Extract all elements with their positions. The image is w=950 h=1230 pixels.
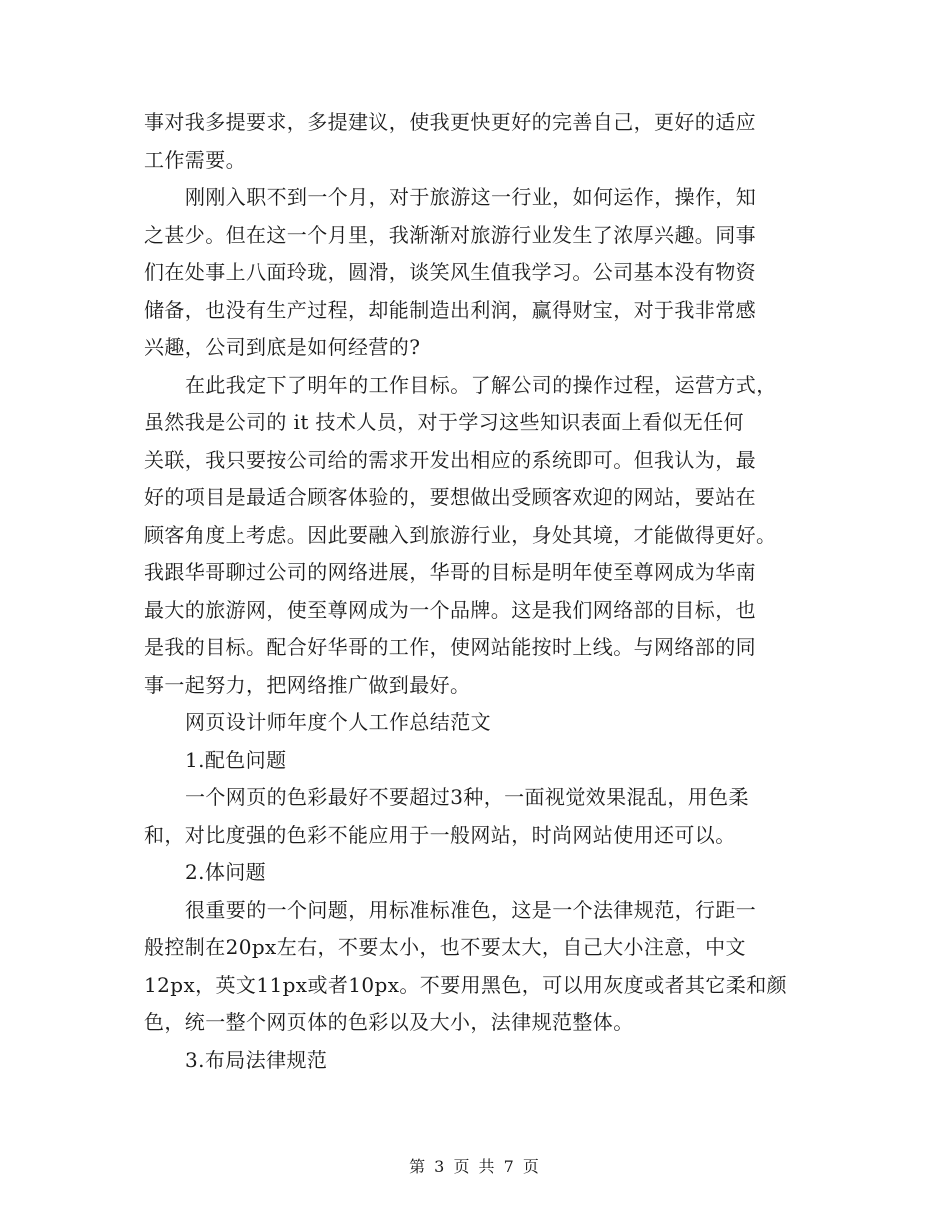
text-line: 3.布局法律规范: [185, 1047, 328, 1072]
text-line: 顾客角度上考虑。因此要融入到旅游行业，身处其境，才能做得更好。: [144, 522, 777, 547]
text-line: 刚刚入职不到一个月，对于旅游这一行业，如何运作，操作，知: [185, 185, 757, 209]
text-line: 和，对比度强的色彩不能应用于一般网站，时尚网站使用还可以。: [144, 822, 736, 847]
text-line: 在此我定下了明年的工作目标。了解公司的操作过程，运营方式，: [185, 372, 777, 397]
text-line: 之甚少。但在这一个月里，我渐渐对旅游行业发生了浓厚兴趣。同事: [144, 222, 756, 247]
text-line: 关联，我只要按公司给的需求开发出相应的系统即可。但我认为，最: [144, 447, 756, 472]
text-line: 1.配色问题: [185, 747, 287, 772]
text-line: 好的项目是最适合顾客体验的，要想做出受顾客欢迎的网站，要站在: [144, 485, 756, 509]
text-line: 我跟华哥聊过公司的网络进展，华哥的目标是明年使至尊网成为华南: [144, 560, 756, 584]
text-line: 事对我多提要求，多提建议，使我更快更好的完善自己，更好的适应: [144, 110, 756, 134]
text-line: 很重要的一个问题，用标准标准色，这是一个法律规范，行距一: [185, 897, 757, 922]
text-line: 工作需要。: [144, 147, 246, 172]
text-line: 一个网页的色彩最好不要超过3种，一面视觉效果混乱，用色柔: [185, 785, 749, 809]
text-line: 12px，英文11px或者10px。不要用黑色，可以用灰度或者其它柔和颜: [144, 972, 787, 997]
text-line: 最大的旅游网，使至尊网成为一个品牌。这是我们网络部的目标，也: [144, 597, 756, 622]
text-line: 2.体问题: [185, 860, 267, 884]
text-line: 色，统一整个网页体的色彩以及大小，法律规范整体。: [144, 1010, 634, 1034]
text-line: 般控制在20px左右，不要太小，也不要太大，自己大小注意，中文: [144, 935, 746, 959]
document-body: [144, 104, 804, 1079]
text-line: 虽然我是公司的 it 技术人员，对于学习这些知识表面上看似无任何: [144, 410, 744, 434]
page-footer: 第 3 页 共 7 页: [409, 1157, 541, 1176]
text-line: 事一起努力，把网络推广做到最好。: [144, 672, 471, 697]
text-line: 储备，也没有生产过程，却能制造出利润，赢得财宝，对于我非常感: [144, 297, 756, 322]
text-line: 兴趣，公司到底是如何经营的?: [144, 335, 421, 359]
text-line: 是我的目标。配合好华哥的工作，使网站能按时上线。与网络部的同: [144, 635, 756, 659]
text-line: 网页设计师年度个人工作总结范文: [185, 710, 491, 734]
text-line: 们在处事上八面玲珑，圆滑，谈笑风生值我学习。公司基本没有物资: [144, 260, 756, 284]
